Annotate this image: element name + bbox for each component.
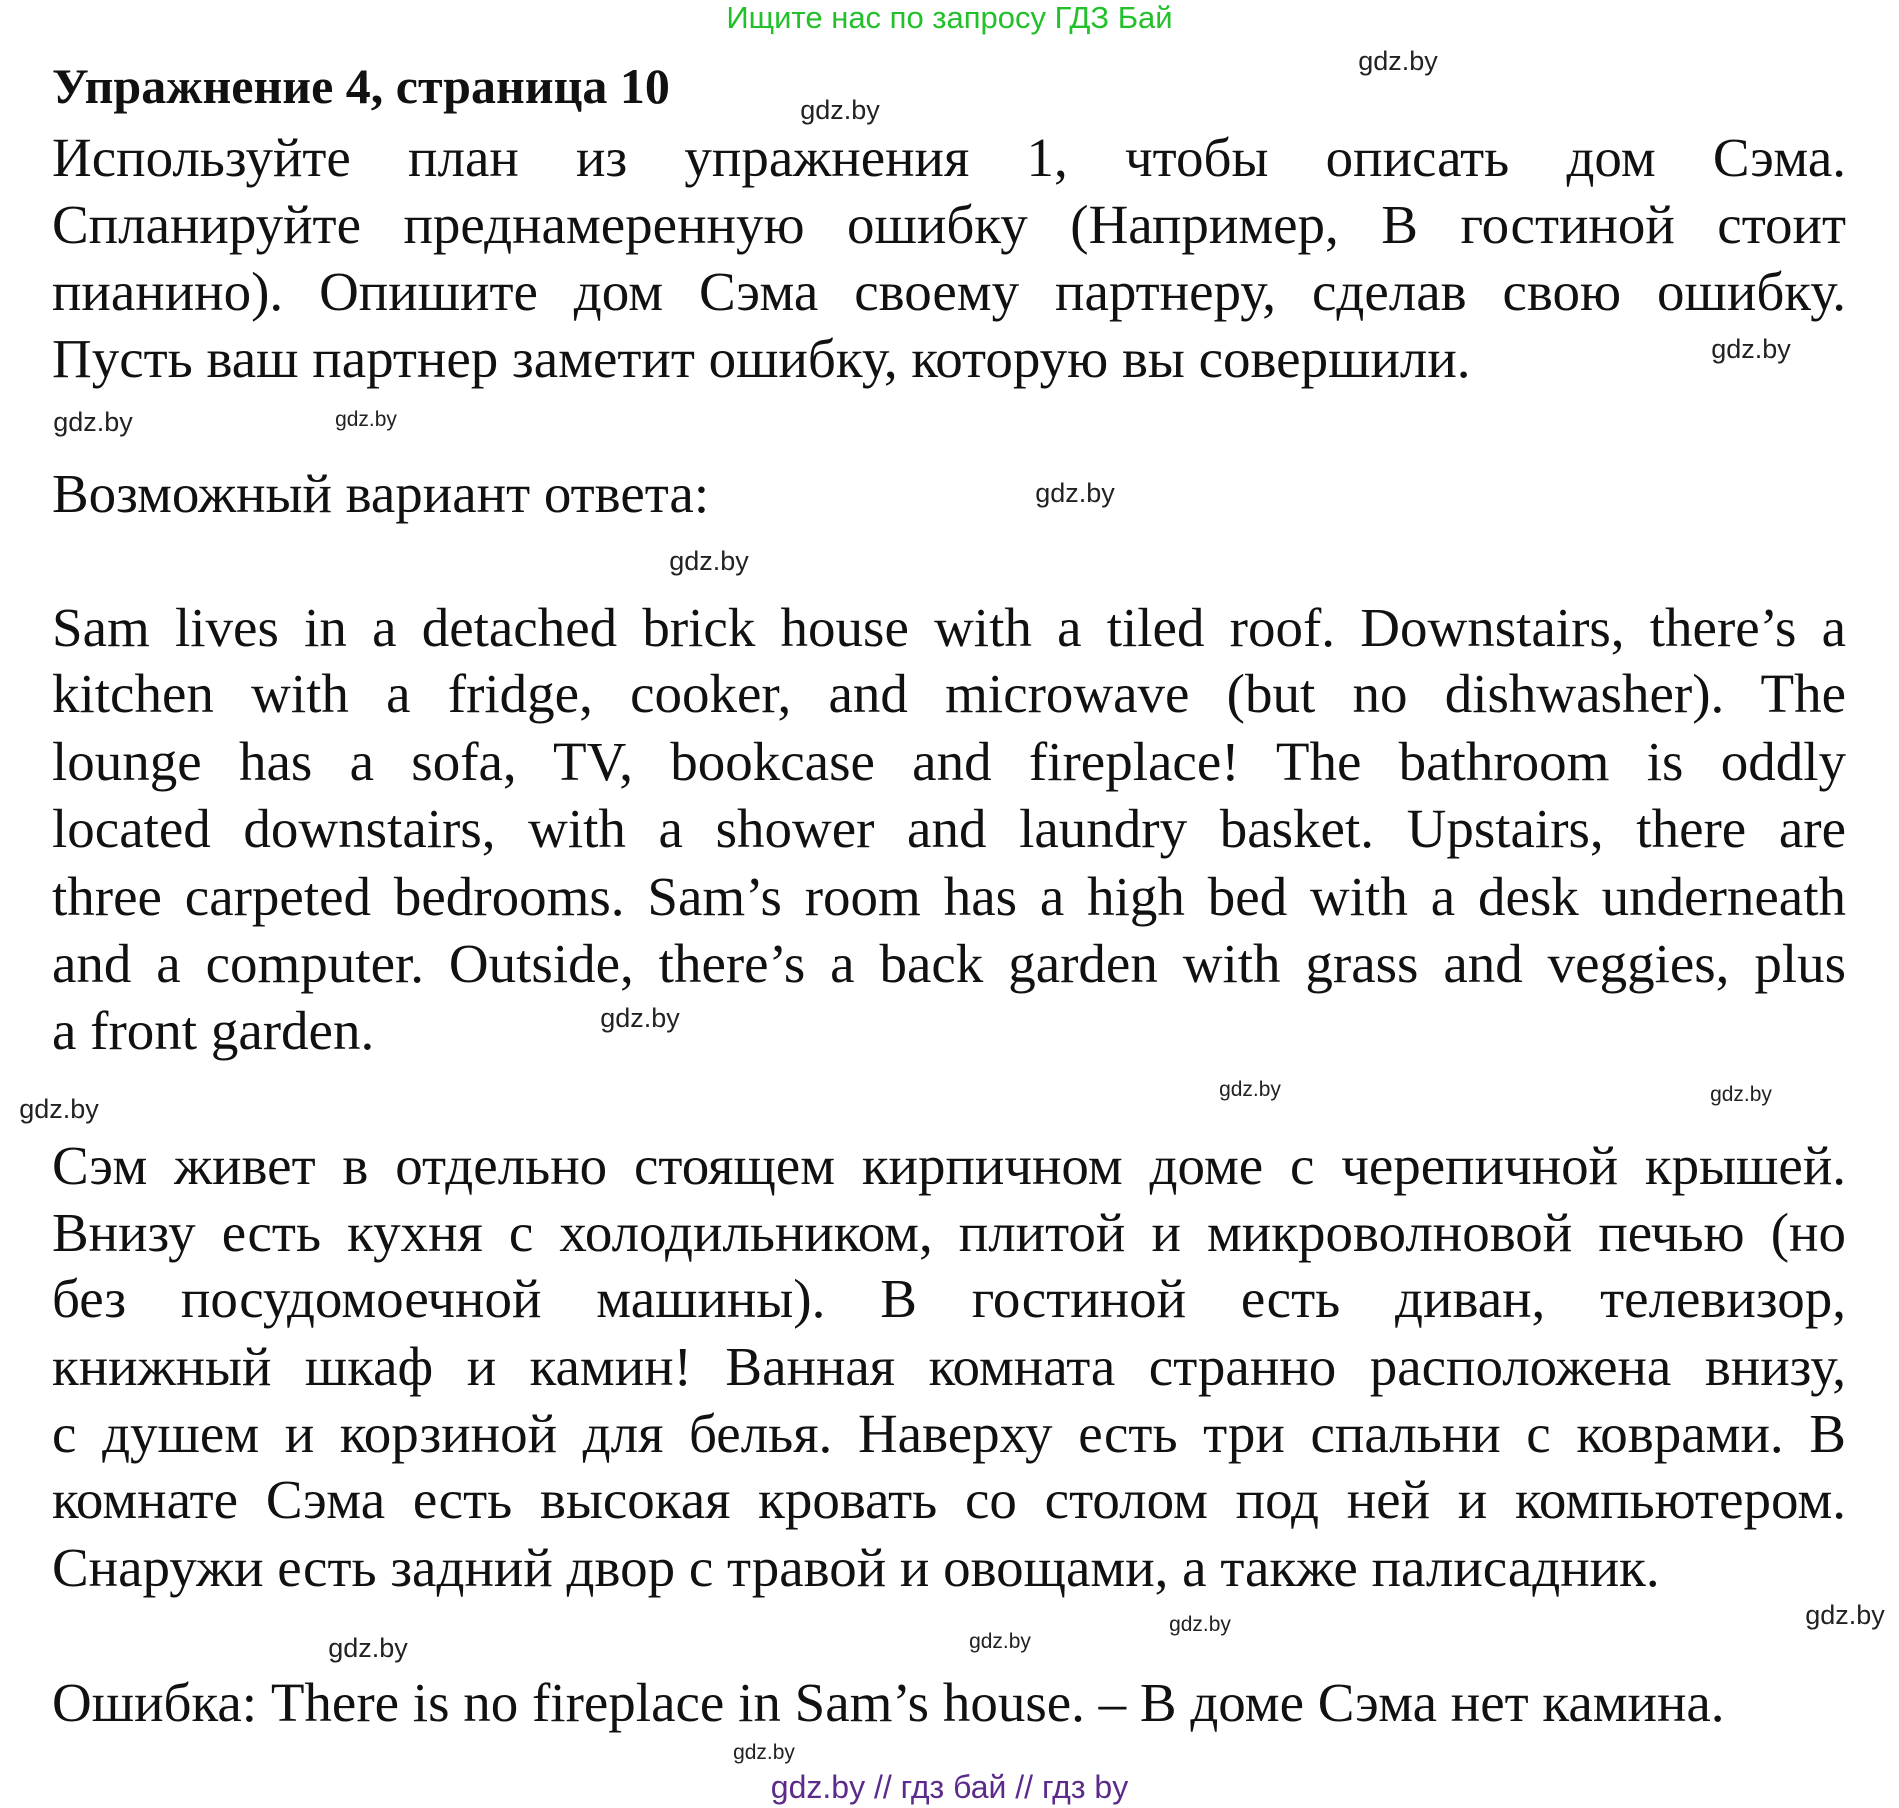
watermark: gdz.by [1219, 1078, 1281, 1101]
page-title: Упражнение 4, страница 10 [52, 58, 670, 114]
russian-translation-line: комнате Сэма есть высокая кровать со столом под ней и компьютером. [52, 1469, 1846, 1530]
russian-translation-line: Снаружи есть задний двор с травой и овощами, а также палисадник. [52, 1537, 1660, 1598]
answer-label: Возможный вариант ответа: [52, 463, 710, 524]
mistake-line: Ошибка: There is no fireplace in Sam’s house. – В доме Сэма нет камина. [52, 1672, 1725, 1733]
russian-translation-line: Внизу есть кухня с холодильником, плитой и микроволновой печью (но [52, 1202, 1846, 1263]
watermark: gdz.by [19, 1094, 99, 1124]
watermark: gdz.by [335, 408, 397, 431]
watermark: gdz.by [800, 95, 880, 125]
english-answer-line: and a computer. Outside, there’s a back garden with grass and veggies, plus [52, 933, 1846, 994]
watermark: gdz.by [600, 1003, 680, 1033]
russian-translation-line: Сэм живет в отдельно стоящем кирпичном доме с черепичной крышей. [52, 1135, 1846, 1196]
watermark: gdz.by [53, 407, 133, 437]
watermark: gdz.by [1035, 478, 1115, 508]
footer-links[interactable]: gdz.by // гдз бай // гдз by [770, 1769, 1129, 1805]
english-answer-line: a front garden. [52, 1000, 375, 1061]
task-line: Используйте план из упражнения 1, чтобы описать дом Сэма. [52, 127, 1846, 188]
watermark: gdz.by [1710, 1083, 1772, 1106]
task-line: Пусть ваш партнер заметит ошибку, которую вы совершили. [52, 328, 1471, 389]
english-answer-line: three carpeted bedrooms. Sam’s room has a high bed with a desk underneath [52, 866, 1846, 927]
watermark: gdz.by [733, 1741, 795, 1764]
top-banner[interactable]: Ищите нас по запросу ГДЗ Бай [726, 0, 1173, 35]
english-answer-line: located downstairs, with a shower and laundry basket. Upstairs, there are [52, 798, 1846, 859]
english-answer-line: lounge has a sofa, TV, bookcase and fireplace! The bathroom is oddly [52, 731, 1846, 792]
russian-translation-line: книжный шкаф и камин! Ванная комната странно расположена внизу, [52, 1336, 1846, 1397]
task-line: Спланируйте преднамеренную ошибку (Например, В гостиной стоит [52, 194, 1846, 255]
russian-translation-line: без посудомоечной машины). В гостиной есть диван, телевизор, [52, 1268, 1846, 1329]
english-answer-line: kitchen with a fridge, cooker, and microwave (but no dishwasher). The [52, 663, 1846, 724]
russian-translation-line: с душем и корзиной для белья. Наверху есть три спальни с коврами. В [52, 1403, 1846, 1464]
watermark: gdz.by [669, 546, 749, 576]
watermark: gdz.by [1169, 1613, 1231, 1636]
watermark: gdz.by [1711, 334, 1791, 364]
watermark: gdz.by [328, 1633, 408, 1663]
watermark: gdz.by [1805, 1600, 1885, 1630]
watermark: gdz.by [1358, 46, 1438, 76]
watermark: gdz.by [969, 1630, 1031, 1653]
task-line: пианино). Опишите дом Сэма своему партнеру, сделав свою ошибку. [52, 261, 1846, 322]
english-answer-line: Sam lives in a detached brick house with a tiled roof. Downstairs, there’s a [52, 597, 1846, 658]
